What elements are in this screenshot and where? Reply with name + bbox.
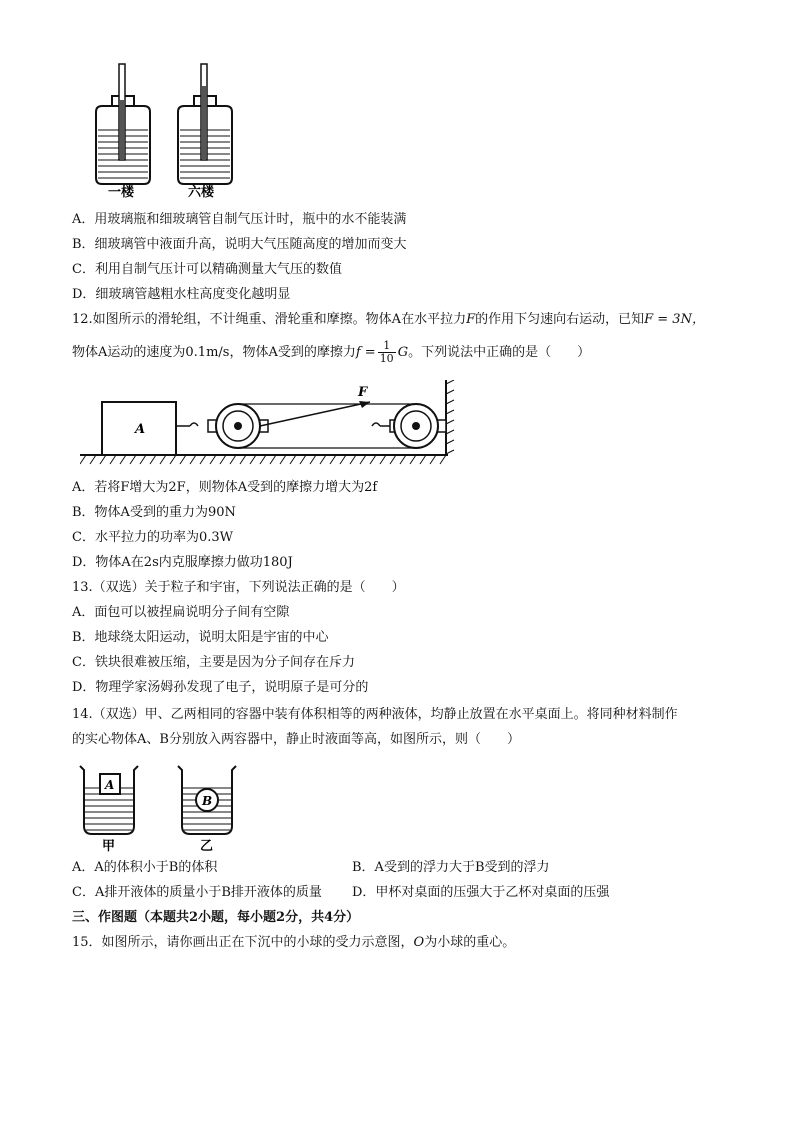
object-b-label: B (202, 794, 213, 808)
q11-option-a: A．用玻璃瓶和细玻璃管自制气压计时，瓶中的水不能装满 (72, 212, 407, 227)
barometer-bottle-first-floor (96, 64, 150, 184)
q12-force-value: F = 3N， (644, 312, 705, 327)
q12-force-symbol: F (466, 312, 476, 327)
q12-stem-line1 (72, 310, 705, 330)
force-f-label: F (358, 385, 368, 400)
q12-stem-text-3: 物体A运动的速度为0.1m/s，物体A受到的摩擦力 (72, 345, 356, 360)
q15-center-symbol: O (413, 935, 425, 950)
beaker-yi-label: 乙 (200, 839, 214, 854)
beakers-figure (74, 762, 254, 854)
q13-option-a: A．面包可以被捏扁说明分子间有空隙 (72, 605, 290, 620)
q14-option-a: A．A的体积小于B的体积 (72, 860, 218, 875)
q15-stem (72, 933, 515, 953)
q12-fraction-numerator: 1 (378, 340, 396, 353)
movable-pulley (208, 404, 268, 448)
q11-option-b: B．细玻璃管中液面升高，说明大气压随高度的增加而变大 (72, 237, 407, 252)
q14-stem-line1: 14.（双选）甲、乙两相同的容器中装有体积相等的两种液体，均静止放置在水平桌面上。将同种材料制作 (72, 707, 678, 722)
barometer-label-first-floor: 一楼 (108, 185, 135, 200)
q12-friction-symbol: f = (355, 345, 376, 360)
q12-stem-text-4: 。下列说法中正确的是（ ） (408, 345, 591, 360)
block-a-label: A (135, 422, 146, 437)
q12-option-a: A．若将F增大为2F，则物体A受到的摩擦力增大为2f (72, 480, 378, 495)
q12-fraction (378, 340, 396, 365)
section-3-heading: 三、作图题（本题共2小题，每小题2分，共4分） (72, 910, 360, 925)
q13-stem: 13.（双选）关于粒子和宇宙，下列说法正确的是（ ） (72, 580, 405, 595)
q14-option-d: D．甲杯对桌面的压强大于乙杯对桌面的压强 (352, 885, 610, 900)
beaker-yi (178, 766, 236, 834)
q14-option-c: C．A排开液体的质量小于B排开液体的质量 (72, 885, 322, 900)
q13-option-d: D．物理学家汤姆孙发现了电子，说明原子是可分的 (72, 680, 369, 695)
q12-option-c: C．水平拉力的功率为0.3W (72, 530, 233, 545)
q12-stem-line2 (72, 340, 590, 365)
q12-gravity-symbol: G (397, 345, 409, 360)
q12-option-d: D．物体A在2s内克服摩擦力做功180J (72, 555, 293, 570)
q13-option-b: B．地球绕太阳运动，说明太阳是宇宙的中心 (72, 630, 329, 645)
q12-stem-text: 12.如图所示的滑轮组，不计绳重、滑轮重和摩擦。物体A在水平拉力 (72, 312, 467, 327)
fixed-pulley (390, 404, 446, 448)
q11-option-d: D．细玻璃管越粗水柱高度变化越明显 (72, 287, 291, 302)
q15-stem-text: 15．如图所示，请你画出正在下沉中的小球的受力示意图， (72, 935, 414, 950)
q13-option-c: C．铁块很难被压缩，主要是因为分子间存在斥力 (72, 655, 355, 670)
q14-stem-line2: 的实心物体A、B分别放入两容器中，静止时液面等高，如图所示，则（ ） (72, 732, 520, 747)
beaker-jia-label: 甲 (102, 839, 116, 854)
q15-stem-text-2: 为小球的重心。 (424, 935, 516, 950)
barometer-label-sixth-floor: 六楼 (188, 185, 215, 200)
beaker-jia (80, 766, 138, 834)
q14-option-b: B．A受到的浮力大于B受到的浮力 (352, 860, 550, 875)
barometer-figure (88, 60, 248, 200)
q12-fraction-denominator: 10 (379, 352, 394, 365)
barometer-bottle-sixth-floor (178, 64, 232, 184)
q12-stem-text-2: 的作用下匀速向右运动，已知 (475, 312, 645, 327)
q12-option-b: B．物体A受到的重力为90N (72, 505, 236, 520)
pulley-figure (80, 380, 460, 470)
object-a-label: A (105, 778, 115, 792)
q11-option-c: C．利用自制气压计可以精确测量大气压的数值 (72, 262, 342, 277)
